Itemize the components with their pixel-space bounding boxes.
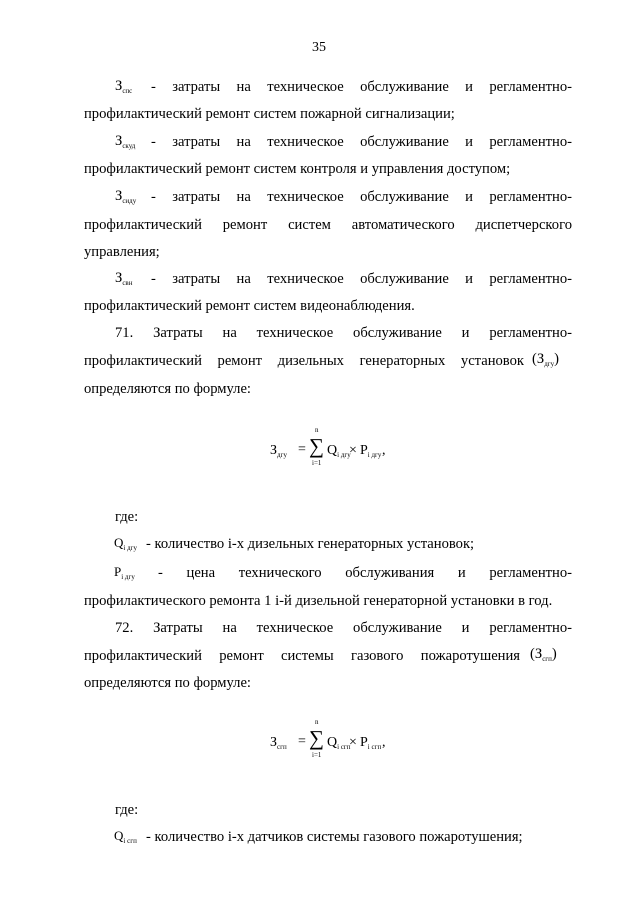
def-continuation: профилактический ремонт систем пожарной сигнализации; xyxy=(84,106,455,122)
sum-lower-limit: i=1 xyxy=(312,751,322,759)
def-text: - затраты на техническое обслуживание и регламентно- xyxy=(151,79,572,95)
formula-lhs: $З_{дгу}$ xyxy=(270,443,287,459)
formula-comma: , xyxy=(382,443,386,458)
where-label: где: xyxy=(115,802,139,818)
q-definition: - количество i-х датчиков системы газового пожаротушения; xyxy=(146,829,523,845)
p-definition-continuation: профилактического ремонта 1 i-й дизельной генераторной установки в год. xyxy=(84,593,553,609)
paragraph-72-line-2: профилактический ремонт системы газового пожаротушения xyxy=(84,648,520,664)
formula-equals: = xyxy=(298,442,306,457)
paragraph-71-symbol: $(З_{дгу})$ xyxy=(532,351,559,368)
def-continuation: управления; xyxy=(84,244,160,260)
def-symbol: $З_{сиду}$ xyxy=(115,188,137,205)
sum-lower-limit: i=1 xyxy=(312,459,322,467)
q-definition: - количество i-х дизельных генераторных установок; xyxy=(146,536,475,552)
def-symbol: $З_{свн}$ xyxy=(115,270,133,287)
def-continuation: профилактический ремонт систем автоматического диспетчерского xyxy=(84,217,572,233)
q-symbol: $Q_{i дгу}$ xyxy=(114,535,138,552)
formula-times: × xyxy=(349,735,357,750)
where-label: где: xyxy=(115,509,139,525)
sum-upper-limit: n xyxy=(315,426,319,434)
page-number: 35 xyxy=(312,40,326,55)
p-definition: - цена технического обслуживания и регламентно- xyxy=(158,565,572,581)
q-symbol: $Q_{i сгп}$ xyxy=(114,828,137,845)
formula-equals: = xyxy=(298,734,306,749)
formula-times: × xyxy=(349,443,357,458)
def-symbol: $З_{скуд}$ xyxy=(115,133,136,150)
p-symbol: $P_{i дгу}$ xyxy=(114,564,135,581)
def-text: - затраты на техническое обслуживание и регламентно- xyxy=(151,134,572,150)
sum-sign: ∑ xyxy=(309,726,324,750)
formula-q-term: $Q_{i дгу}$ xyxy=(327,443,351,459)
formula-lhs: $З_{сгп}$ xyxy=(270,735,287,751)
paragraph-72-line-3: определяются по формуле: xyxy=(84,675,251,691)
formula-comma: , xyxy=(382,735,386,750)
def-text: - затраты на техническое обслуживание и регламентно- xyxy=(151,189,572,205)
def-text: - затраты на техническое обслуживание и регламентно- xyxy=(151,271,572,287)
paragraph-72-symbol: $(З_{сгп})$ xyxy=(530,646,557,663)
sum-sign: ∑ xyxy=(309,434,324,458)
def-continuation: профилактический ремонт систем видеонаблюдения. xyxy=(84,298,415,314)
paragraph-72-line-1: 72. Затраты на техническое обслуживание и регламентно- xyxy=(115,620,572,636)
formula-p-term: $P_{i сгп}$ xyxy=(360,735,382,751)
paragraph-71-line-3: определяются по формуле: xyxy=(84,381,251,397)
formula-q-term: $Q_{i сгп}$ xyxy=(327,735,351,751)
formula-p-term: $P_{i дгу}$ xyxy=(360,443,382,459)
def-symbol: $З_{спс}$ xyxy=(115,78,133,95)
sum-upper-limit: n xyxy=(315,718,319,726)
def-continuation: профилактический ремонт систем контроля и управления доступом; xyxy=(84,161,511,177)
paragraph-71-line-1: 71. Затраты на техническое обслуживание и регламентно- xyxy=(115,325,572,341)
paragraph-71-line-2: профилактический ремонт дизельных генераторных установок xyxy=(84,353,524,369)
